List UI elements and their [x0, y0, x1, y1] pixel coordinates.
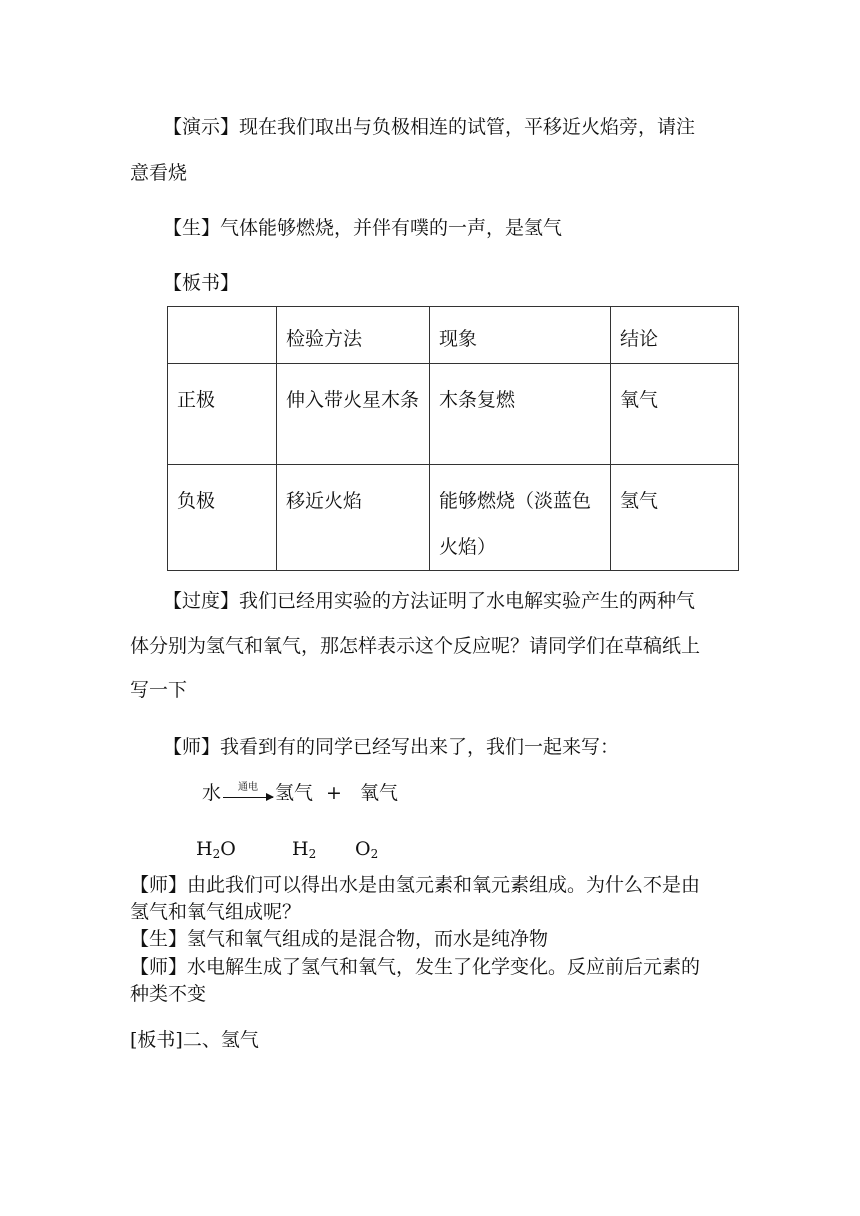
table-cell: 移近火焰: [277, 465, 430, 571]
transition-paragraph-line2: 体分别为氢气和氧气，那怎样表示这个反应呢？请同学们在草稿纸上: [130, 635, 701, 657]
student-answer-1: 【生】气体能够燃烧，并伴有噗的一声，是氢气: [163, 217, 563, 239]
equation-plus: +: [326, 782, 342, 804]
table-cell: 负极: [168, 465, 277, 571]
table-header-cell: 现象: [430, 307, 611, 364]
board-label: 【板书】: [163, 272, 240, 294]
table-cell: 能够燃烧（淡蓝色火焰）: [430, 465, 611, 571]
board-heading-hydrogen: [板书]二、氢气: [130, 1029, 259, 1051]
teacher-paragraph-2-line2: 氢气和氧气组成呢？: [130, 901, 302, 923]
teacher-paragraph-3-line2: 种类不变: [130, 983, 207, 1005]
formula-hydrogen: $H_2$: [292, 838, 317, 861]
table-row: [168, 465, 739, 571]
table-header-row: [168, 307, 739, 364]
table-cell: 氧气: [611, 364, 739, 465]
experiment-table: [167, 306, 739, 571]
transition-paragraph-line3: 写一下: [130, 679, 188, 701]
teacher-paragraph-1: 【师】我看到有的同学已经写出来了，我们一起来写：: [163, 736, 620, 758]
equation-product-2: 氧气: [360, 782, 399, 804]
table-cell: 氢气: [611, 465, 739, 571]
teacher-paragraph-3-line1: 【师】水电解生成了氢气和氧气，发生了化学变化。反应前后元素的: [130, 956, 701, 978]
teacher-paragraph-2-line1: 【师】由此我们可以得出水是由氢元素和氧元素组成。为什么不是由: [130, 874, 701, 896]
table-cell: 伸入带火星木条: [277, 364, 430, 465]
equation-condition: 通电: [238, 782, 258, 793]
table-cell: 木条复燃: [430, 364, 611, 465]
demo-paragraph-line2: 意看烧: [130, 162, 188, 184]
table-header-cell: [168, 307, 277, 364]
formula-water: $H_2O$: [196, 838, 236, 861]
student-answer-2: 【生】氢气和氧气组成的是混合物，而水是纯净物: [130, 928, 549, 950]
equation-product-1: 氢气: [275, 782, 314, 804]
reaction-arrow-icon: [223, 797, 273, 798]
table-row: [168, 364, 739, 465]
equation-reactant: 水: [202, 782, 222, 804]
transition-paragraph-line1: 【过度】我们已经用实验的方法证明了水电解实验产生的两种气: [163, 590, 696, 612]
demo-paragraph-line1: 【演示】现在我们取出与负极相连的试管，平移近火焰旁，请注: [163, 116, 696, 138]
formula-oxygen: $O_2$: [355, 838, 379, 861]
table-header-cell: 检验方法: [277, 307, 430, 364]
table-header-cell: 结论: [611, 307, 739, 364]
table-cell: 正极: [168, 364, 277, 465]
